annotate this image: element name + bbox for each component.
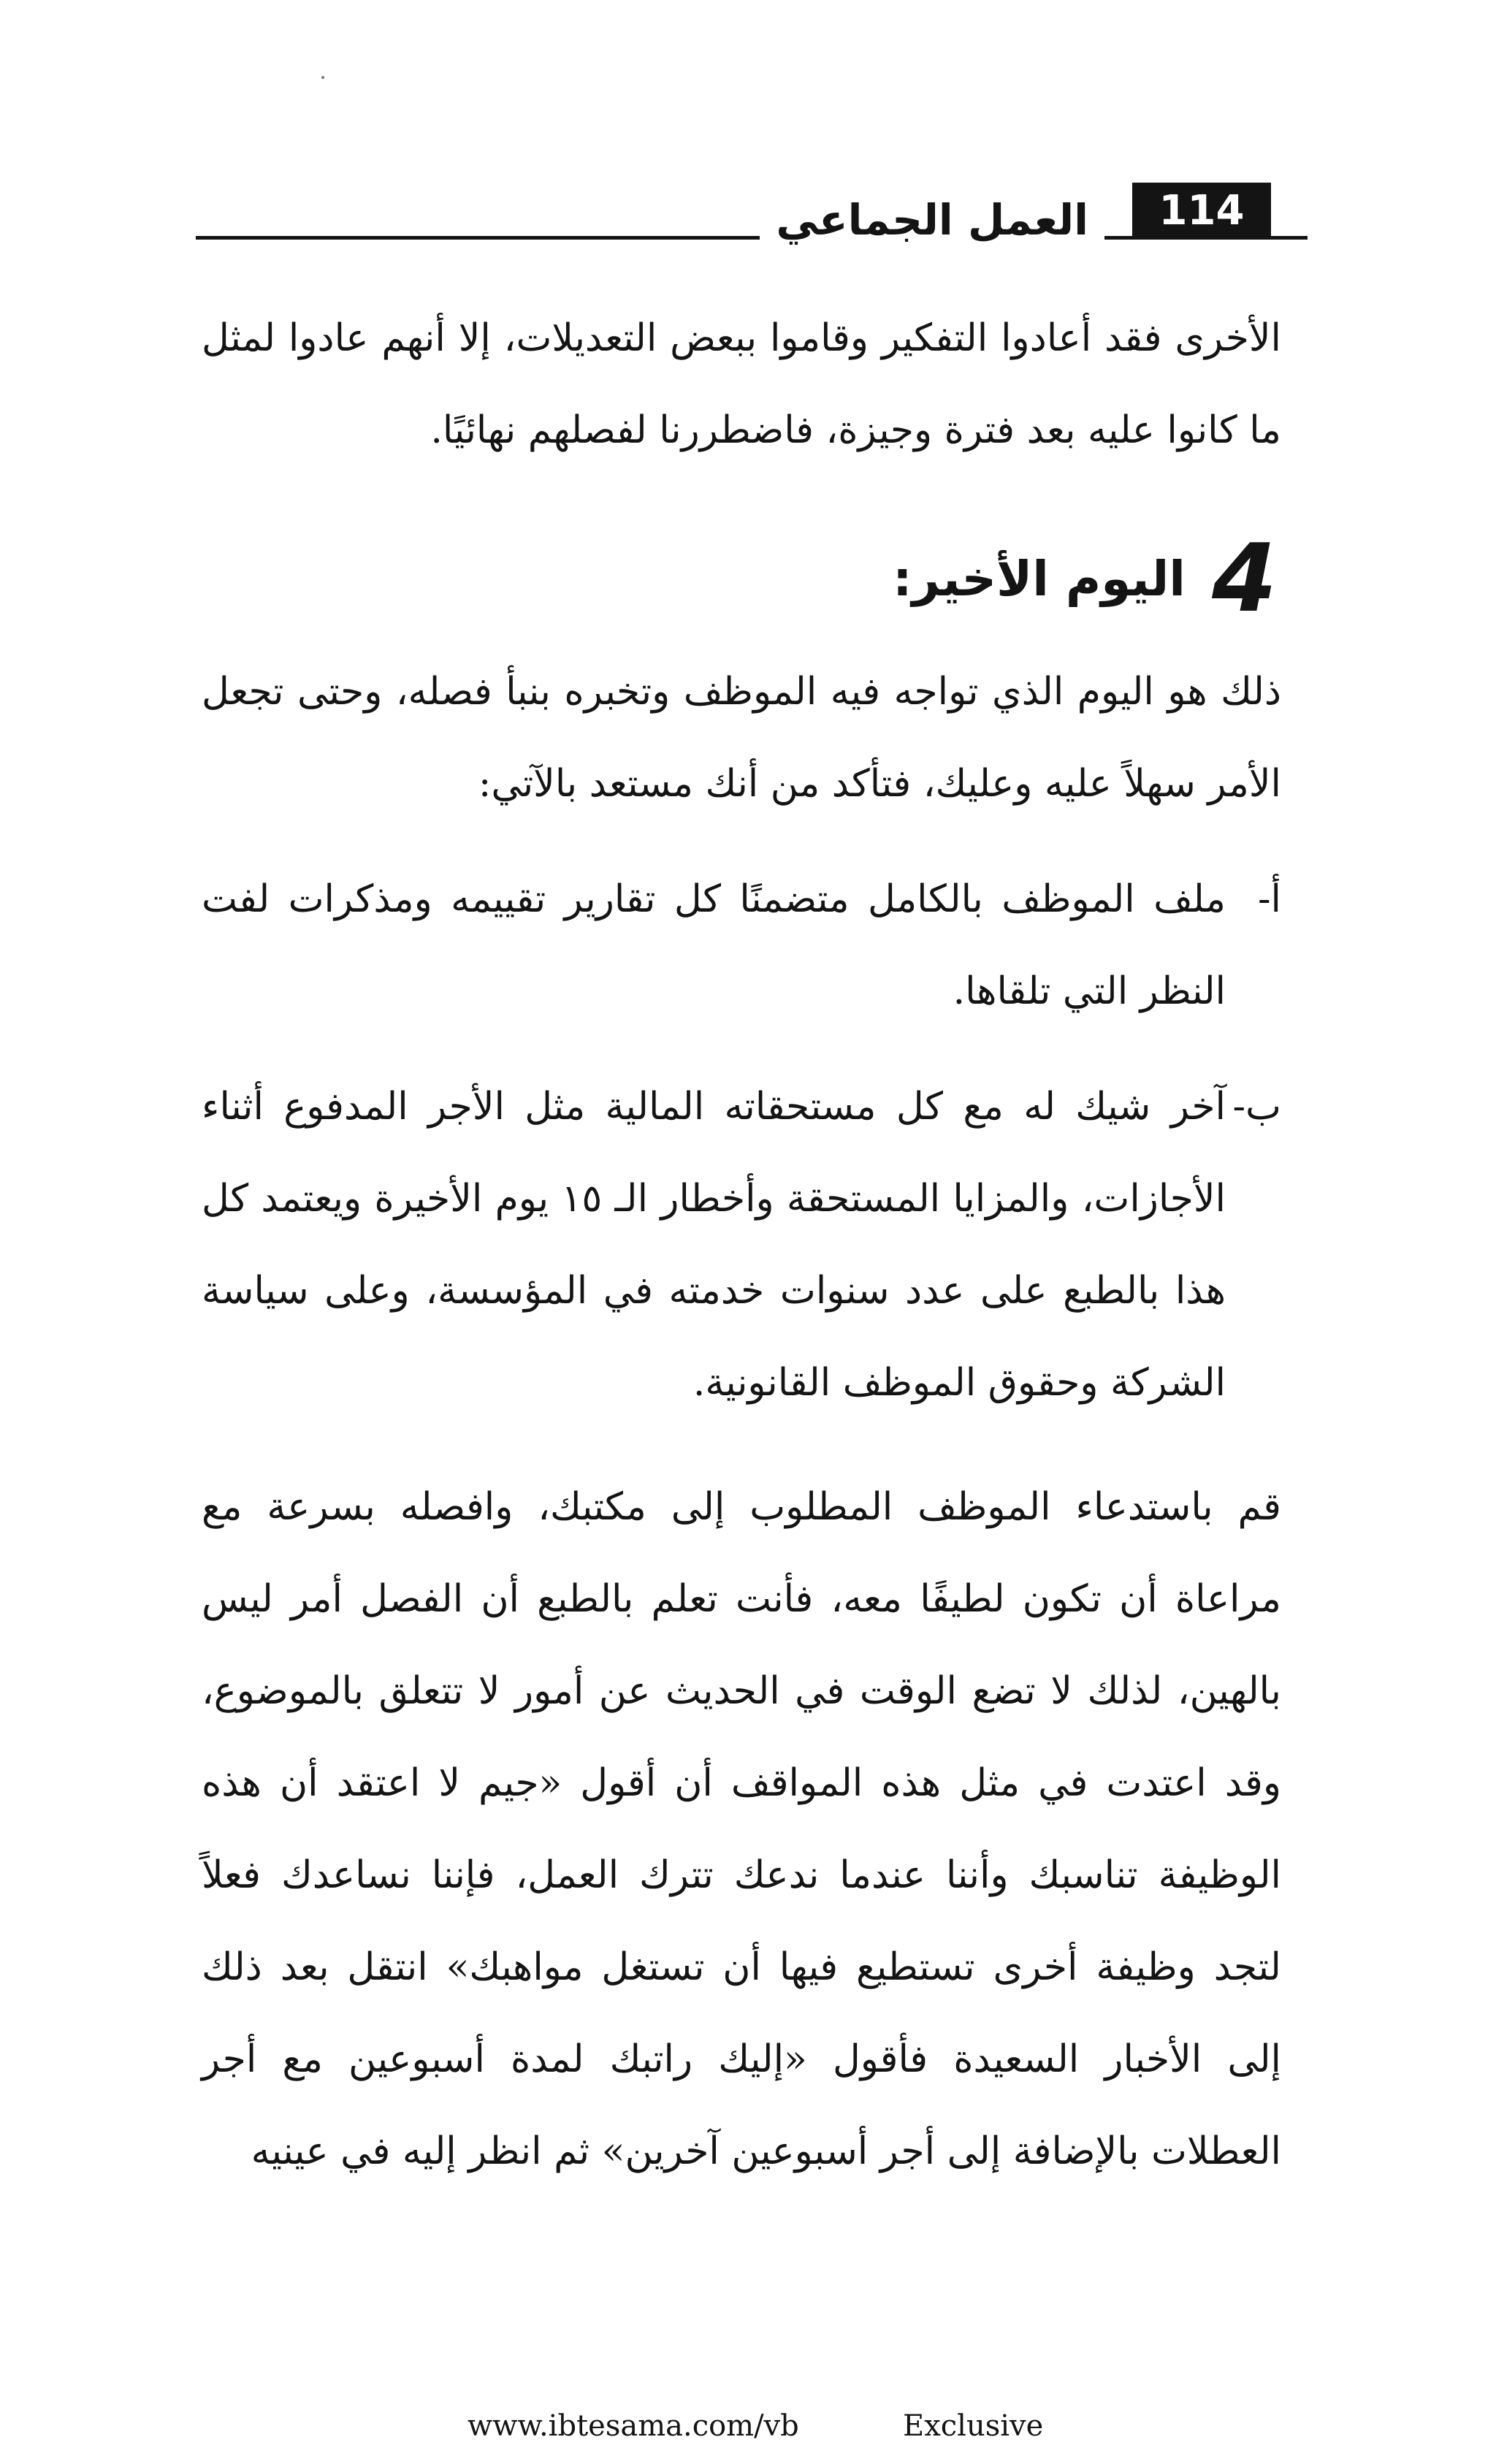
section-number: 4 (1211, 525, 1277, 633)
paragraph-body: قم باستدعاء الموظف المطلوب إلى مكتبك، وافصله بسرعة مع مراعاة أن تكون لطيفًا معه، فأنت تعلم بالطبع أن الفصل أمر ليس بالهين، لذلك لا تضع الوقت في الحديث عن أمور لا تتعلق بالموضوع، وقد اعتدت في مثل هذه المواقف أن أقول «جيم لا اعتقد أن هذه الوظيفة تناسبك وأننا عندما ندعك تترك العمل، فإننا نساعدك فعلاً لتجد وظيفة أخرى تستطيع فيها أن تستغل مواهبك» انتقل بعد ذلك إلى الأخبار السعيدة فأقول «إليك راتبك لمدة أسبوعين مع أجر العطلات بالإضافة إلى أجر أسبوعين آخرين» ثم انظر إليه في عينيه (202, 1485, 1281, 2173)
page-header (196, 175, 1308, 256)
list-item-text: آخر شيك له مع كل مستحقاته المالية مثل الأجر المدفوع أثناء الأجازات، والمزايا المستحقة وأخطار الـ ١٥ يوم الأخيرة ويعتمد كل هذا بالطبع على عدد سنوات خدمته في المؤسسة، وعلى سياسة الشركة وحقوق الموظف القانونية. (202, 1085, 1226, 1405)
footer-tag: Exclusive (903, 2409, 1044, 2443)
list-item (202, 853, 1281, 1037)
page-footer (0, 2400, 1496, 2452)
list-item-text: ملف الموظف بالكامل متضمنًا كل تقارير تقييمه ومذكرات لفت النظر التي تلقاها. (202, 877, 1226, 1013)
section-title: اليوم الأخير: (893, 551, 1186, 607)
section-heading (893, 525, 1277, 634)
scan-speck (321, 76, 324, 79)
list-marker: أ- (1257, 877, 1281, 921)
footer-url: www.ibtesama.com/vb (468, 2409, 799, 2443)
running-title: العمل الجماعي (760, 187, 1104, 253)
list-marker: ب- (1232, 1085, 1281, 1129)
paragraph-intro: ذلك هو اليوم الذي تواجه فيه الموظف وتخبره بنبأ فصله، وحتى تجعل الأمر سهلاً عليه وعليك، فتأكد من أنك مستعد بالآتي: (202, 670, 1281, 806)
paragraph-continuation: الأخرى فقد أعادوا التفكير وقاموا ببعض التعديلات، إلا أنهم عادوا لمثل ما كانوا عليه بعد فترة وجيزة، فاضطررنا لفصلهم نهائيًا. (202, 316, 1281, 452)
page-number: 114 (1132, 183, 1271, 240)
list-item (202, 1061, 1281, 1429)
